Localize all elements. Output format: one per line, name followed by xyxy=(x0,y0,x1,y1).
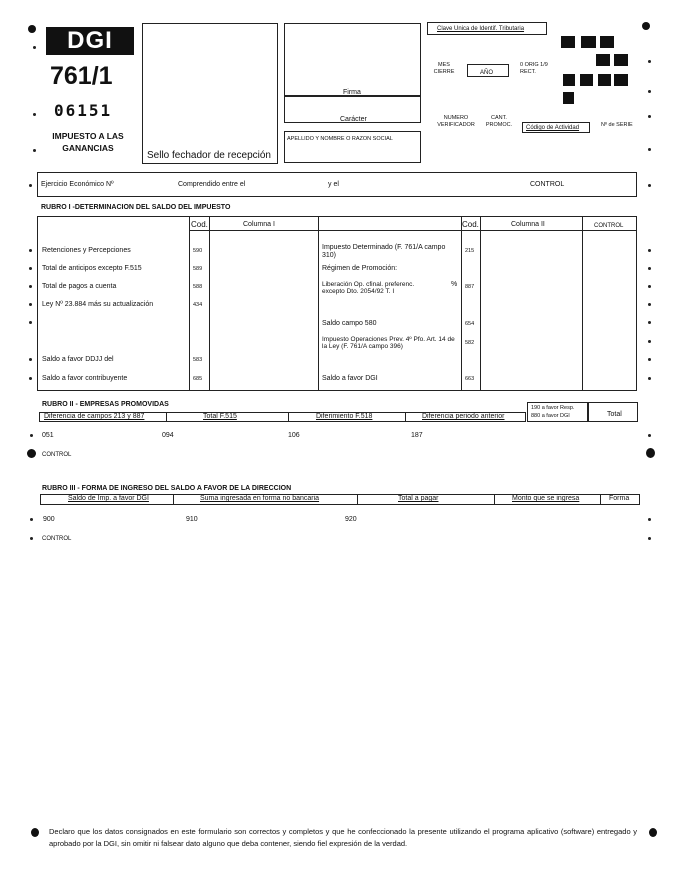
side-mark xyxy=(33,113,36,116)
side-mark xyxy=(30,518,33,521)
side-mark xyxy=(648,60,651,63)
side-mark xyxy=(648,267,651,270)
rubro1-header-line xyxy=(189,230,637,231)
favor-resp: 190 a favor Resp. xyxy=(531,405,575,411)
rubro2-col: Diferimiento F.518 xyxy=(316,413,373,420)
firma-label: Firma xyxy=(343,89,361,96)
row-label: Saldo campo 580 xyxy=(322,320,377,327)
rubro3-col: Total a pagar xyxy=(398,495,439,502)
registration-mark xyxy=(642,22,650,30)
pct-sign: % xyxy=(451,281,458,288)
side-mark xyxy=(648,285,651,288)
row-label: Ley Nº 23.884 más su actualización xyxy=(42,301,154,308)
side-mark xyxy=(30,434,33,437)
divider xyxy=(318,216,319,391)
cod-header: Cod. xyxy=(462,220,479,229)
y-el-label: y el xyxy=(328,181,339,188)
cuit-label: Clave Unica de Identif. Tributaria xyxy=(437,26,525,32)
side-mark xyxy=(648,184,651,187)
barcode-block xyxy=(614,74,628,86)
favor-dgi: 880 a favor DGI xyxy=(531,413,570,419)
side-mark xyxy=(33,149,36,152)
side-mark xyxy=(648,518,651,521)
name-label: APELLIDO Y NOMBRE O RAZON SOCIAL xyxy=(287,136,393,142)
side-mark xyxy=(29,358,32,361)
barcode-block xyxy=(563,92,574,104)
row-label: Retenciones y Percepciones xyxy=(42,247,131,254)
control-header: CONTROL xyxy=(594,223,624,229)
row-label: Liberación Op. cfinal. preferenc. excepto Dto. 2054/92 T. I xyxy=(322,281,415,295)
row-code: 434 xyxy=(193,302,203,308)
rubro3-title: RUBRO III - FORMA DE INGRESO DEL SALDO A FAVOR DE LA DIRECCION xyxy=(42,485,292,492)
side-mark xyxy=(648,90,651,93)
row-code: 685 xyxy=(193,376,203,382)
rubro3-col: Saldo de Imp. a favor DGI xyxy=(68,495,149,502)
barcode-block xyxy=(598,74,611,86)
side-mark xyxy=(648,434,651,437)
side-mark xyxy=(648,249,651,252)
rubro2-control: CONTROL xyxy=(42,452,72,458)
rubro1-title: RUBRO I -DETERMINACION DEL SALDO DEL IMPUESTO xyxy=(41,204,231,211)
rubro3-col: Monto que se ingresa xyxy=(512,495,580,502)
code-187: 187 xyxy=(411,432,423,439)
side-mark xyxy=(29,184,32,187)
rubro2-col: Diferencia de campos 213 y 887 xyxy=(44,413,145,420)
divider xyxy=(189,216,190,391)
serie-label: Nº de SERIE xyxy=(601,122,633,128)
divider xyxy=(166,412,167,422)
rubro2-col: Diferencia periodo anterior xyxy=(422,413,505,420)
side-mark xyxy=(648,340,651,343)
side-mark xyxy=(29,249,32,252)
side-mark xyxy=(648,358,651,361)
row-label: Saldo a favor contribuyente xyxy=(42,375,128,382)
row-code: 215 xyxy=(465,248,475,254)
col1-header: Columna I xyxy=(243,221,275,228)
row-code: 582 xyxy=(465,340,475,346)
row-label: Total de anticipos excepto F.515 xyxy=(42,265,142,272)
row-code: 590 xyxy=(193,248,203,254)
code-920: 920 xyxy=(345,516,357,523)
actividad-label: Código de Actividad xyxy=(526,125,580,131)
dgi-logo: DGI xyxy=(46,27,134,55)
row-code: 887 xyxy=(465,284,475,290)
ejercicio-label: Ejercicio Económico Nº xyxy=(41,181,114,188)
row-code: 654 xyxy=(465,321,475,327)
side-mark xyxy=(29,285,32,288)
barcode-block xyxy=(581,36,596,48)
divider xyxy=(405,412,406,422)
rubro3-col: Forma xyxy=(609,495,630,502)
divider xyxy=(357,494,358,505)
side-mark xyxy=(648,321,651,324)
reception-stamp-box xyxy=(142,23,278,164)
side-mark xyxy=(648,377,651,380)
signature-box xyxy=(284,23,421,96)
rubro2-col: Total F.515 xyxy=(203,413,237,420)
row-code: 588 xyxy=(193,284,203,290)
barcode-block xyxy=(600,36,614,48)
ejercicio-control: CONTROL xyxy=(530,181,565,188)
rubro3-control: CONTROL xyxy=(42,536,72,542)
registration-mark xyxy=(646,448,655,458)
row-label: Impuesto Operaciones Prev. 4º Pfo. Art. 14 de la Ley (F. 761/A campo 396) xyxy=(322,336,455,350)
registration-mark xyxy=(27,449,36,458)
registration-mark xyxy=(28,25,36,33)
side-mark xyxy=(648,148,651,151)
divider xyxy=(288,412,289,422)
barcode-block xyxy=(563,74,575,86)
row-code: 589 xyxy=(193,266,203,272)
row-label: Régimen de Promoción: xyxy=(322,265,398,272)
row-label: Impuesto Determinado (F. 761/A campo 310) xyxy=(322,244,446,259)
barcode-block xyxy=(614,54,628,66)
total-label: Total xyxy=(607,411,622,418)
side-mark xyxy=(648,537,651,540)
divider xyxy=(209,216,210,391)
side-mark xyxy=(29,321,32,324)
barcode-block xyxy=(596,54,610,66)
orig-rect-label: 0 ORIG 1/9 RECT. xyxy=(520,62,548,75)
divider xyxy=(461,216,462,391)
row-label: Saldo a favor DGI xyxy=(322,375,378,382)
rubro3-col: Suma ingresada en forma no bancaria xyxy=(200,495,320,502)
row-code: 583 xyxy=(193,357,203,363)
caracter-label: Carácter xyxy=(340,116,367,123)
code-910: 910 xyxy=(186,516,198,523)
side-mark xyxy=(648,115,651,118)
side-mark xyxy=(33,46,36,49)
side-mark xyxy=(30,537,33,540)
form-serial: 06151 xyxy=(54,101,113,120)
barcode-block xyxy=(561,36,575,48)
verificador-label: NUMERO VERIFICADOR xyxy=(437,115,475,128)
divider xyxy=(173,494,174,505)
comprendido-label: Comprendido entre el xyxy=(178,181,246,188)
side-mark xyxy=(29,267,32,270)
barcode-block xyxy=(580,74,593,86)
code-900: 900 xyxy=(43,516,55,523)
divider xyxy=(480,216,481,391)
cod-header: Cod. xyxy=(191,220,208,229)
divider xyxy=(600,494,601,505)
col2-header: Columna II xyxy=(511,221,545,228)
side-mark xyxy=(648,303,651,306)
divider xyxy=(494,494,495,505)
ano-label: AÑO xyxy=(480,70,494,76)
rubro2-title: RUBRO II - EMPRESAS PROMOVIDAS xyxy=(42,401,169,408)
promoc-label: CANT. PROMOC. xyxy=(485,115,513,128)
logo-box xyxy=(40,22,138,162)
row-code: 663 xyxy=(465,376,475,382)
code-094: 094 xyxy=(162,432,174,439)
code-051: 051 xyxy=(42,432,54,439)
row-label: Total de pagos a cuenta xyxy=(42,283,117,290)
tax-name: IMPUESTO A LAS GANANCIAS xyxy=(52,131,124,153)
stamp-label: Sello fechador de recepción xyxy=(147,150,271,161)
registration-mark xyxy=(31,828,39,837)
declaration-text: Declaro que los datos consignados en este formulario son correctos y completos y que he confeccionado la presente utilizando el programa aplicativo (software) entregado y aprobado por la DGI, sin omitir ni falsear dato alguno que deba contener, siendo fiel expresión de la verdad. xyxy=(49,827,637,848)
side-mark xyxy=(29,377,32,380)
code-106: 106 xyxy=(288,432,300,439)
divider xyxy=(582,216,583,391)
registration-mark xyxy=(649,828,657,837)
mes-cierre-label: MES CIERRE xyxy=(433,62,455,75)
form-number: 761/1 xyxy=(50,62,113,90)
row-label: Saldo a favor DDJJ del xyxy=(42,356,114,363)
side-mark xyxy=(29,303,32,306)
